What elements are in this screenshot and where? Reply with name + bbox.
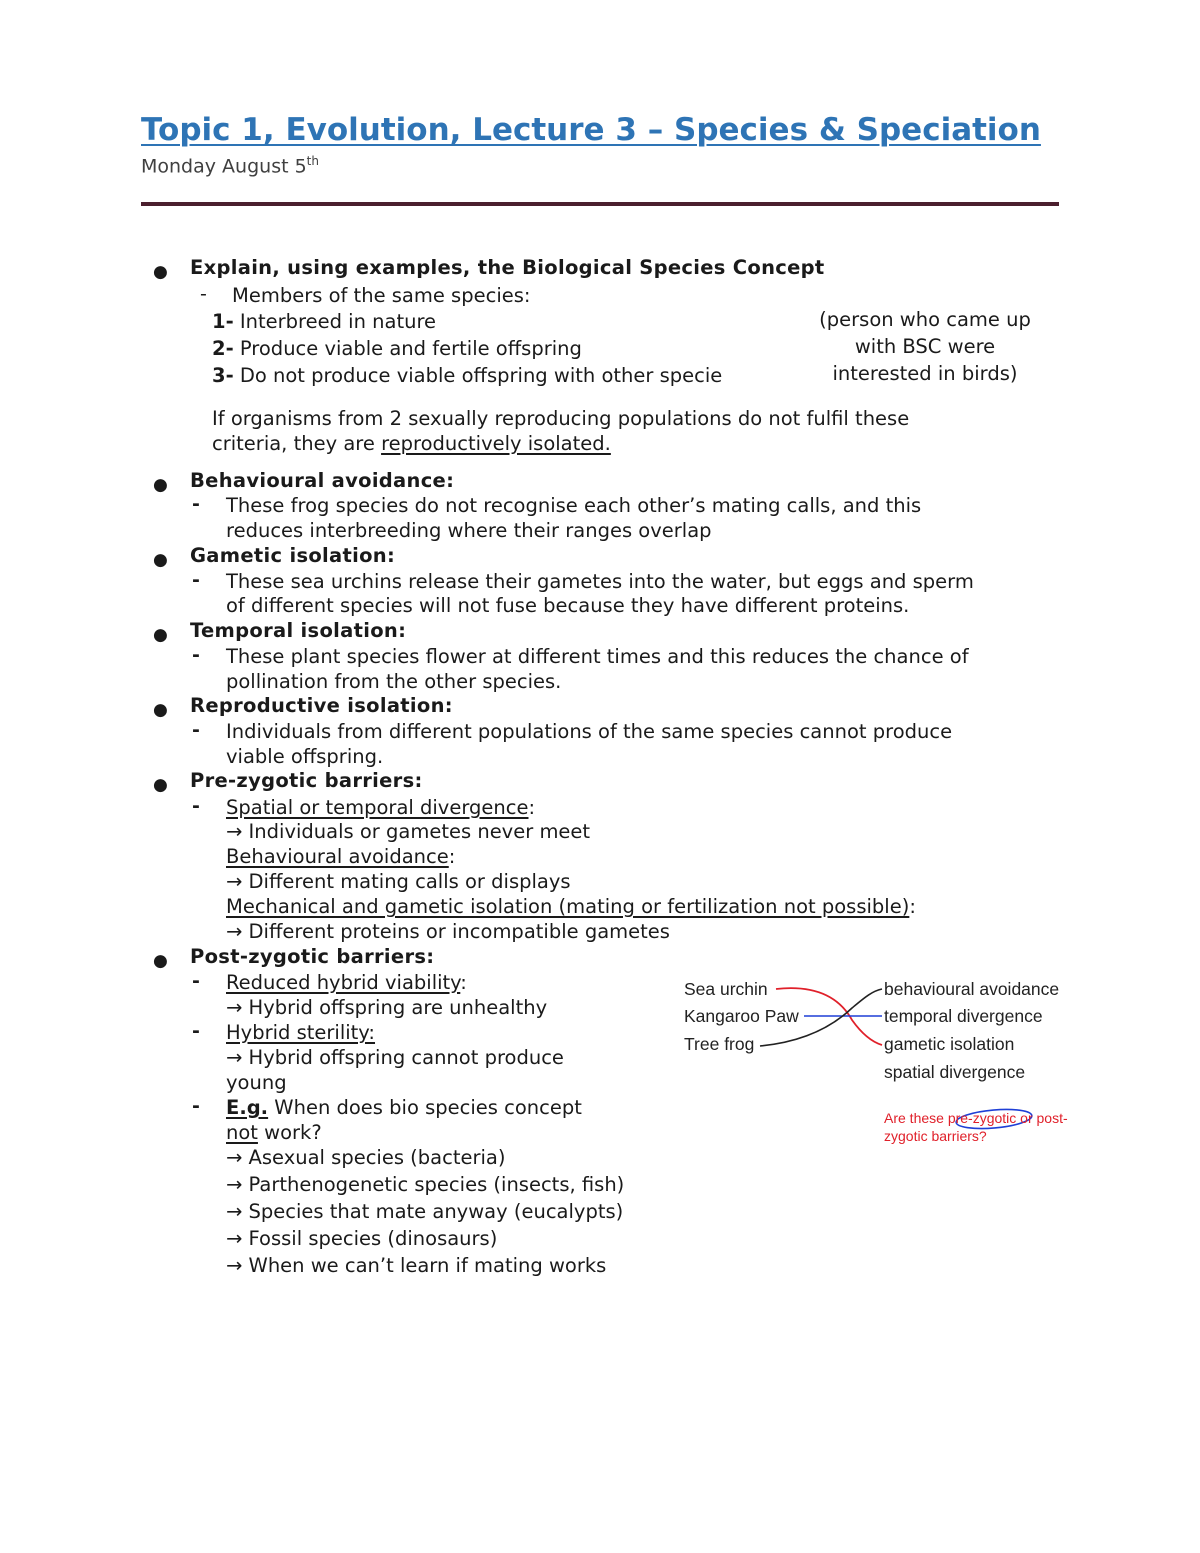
reproductive-text-1: Individuals from different populations of the same species cannot produce xyxy=(226,720,953,743)
eg-not-term: not xyxy=(226,1121,258,1144)
eg-text: work? xyxy=(257,1121,322,1144)
item-text: Do not produce viable offspring with other specie xyxy=(239,364,723,387)
temporal-heading: Temporal isolation: xyxy=(190,619,407,642)
bullet-icon: ● xyxy=(153,550,168,570)
figure-right-label: gametic isolation xyxy=(884,1034,1015,1054)
bullet-icon: ● xyxy=(153,775,168,795)
bsc-item-2 xyxy=(212,337,582,361)
postzygotic-a-text: → Hybrid offspring are unhealthy xyxy=(226,996,548,1019)
answer-item: → When we can’t learn if mating works xyxy=(226,1254,607,1277)
dash-icon: - xyxy=(192,970,200,992)
postzygotic-a-title: Reduced hybrid viability: xyxy=(226,971,467,994)
item-text: Produce viable and fertile offspring xyxy=(239,337,582,360)
prezygotic-b-title: Behavioural avoidance: xyxy=(226,845,456,868)
answer-item: → Fossil species (dinosaurs) xyxy=(226,1227,498,1250)
reproductive-text-2: viable offspring. xyxy=(226,745,384,768)
bsc-item-3 xyxy=(212,364,722,388)
date-suffix: th xyxy=(306,154,319,168)
answer-item: → Asexual species (bacteria) xyxy=(226,1146,506,1169)
side-note-line: (person who came up xyxy=(819,308,1031,331)
answer-item: → Parthenogenetic species (insects, fish) xyxy=(226,1173,625,1196)
figure-right-label: behavioural avoidance xyxy=(884,979,1060,999)
side-note xyxy=(790,306,1060,387)
prezygotic-a-title: Spatial or temporal divergence: xyxy=(226,796,536,819)
prezygotic-c-title: Mechanical and gametic isolation (mating or fertilization not possible): xyxy=(226,895,916,918)
bullet-icon: ● xyxy=(153,951,168,971)
bullet-icon: ● xyxy=(153,625,168,645)
eg-question-1 xyxy=(226,1096,582,1120)
temporal-text-1: These plant species flower at different times and this reduces the chance of xyxy=(226,645,969,668)
criteria-line-1: If organisms from 2 sexually reproducing populations do not fulfil these xyxy=(212,407,910,430)
date-line xyxy=(141,154,319,177)
side-note-line: interested in birds) xyxy=(832,362,1018,385)
mechanical-gametic-term: Mechanical and gametic isolation (mating or fertilization not possible) xyxy=(226,895,910,918)
hybrid-sterility-term: Hybrid sterility: xyxy=(226,1021,376,1044)
prezygotic-c-text: → Different proteins or incompatible gametes xyxy=(226,920,670,943)
prezygotic-heading: Pre-zygotic barriers: xyxy=(190,769,423,792)
behavioural-heading: Behavioural avoidance: xyxy=(190,469,455,492)
reproductively-isolated-term: reproductively isolated. xyxy=(381,432,611,455)
gametic-text-1: These sea urchins release their gametes into the water, but eggs and sperm xyxy=(226,570,974,593)
bullet-icon: ● xyxy=(153,262,168,282)
bsc-item-1 xyxy=(212,310,436,334)
page-title: Topic 1, Evolution, Lecture 3 – Species & Speciation xyxy=(141,112,1041,148)
spatial-temporal-divergence-term: Spatial or temporal divergence xyxy=(226,796,529,819)
bullet-icon: ● xyxy=(153,475,168,495)
postzygotic-b-text-1: → Hybrid offspring cannot produce xyxy=(226,1046,564,1069)
bsc-intro: Members of the same species: xyxy=(232,284,531,307)
date-text: Monday August 5 xyxy=(141,155,307,178)
answer-item: → Species that mate anyway (eucalypts) xyxy=(226,1200,624,1223)
prezygotic-a-text: → Individuals or gametes never meet xyxy=(226,820,591,843)
dash-icon: - xyxy=(192,493,200,515)
dash-icon: - xyxy=(200,283,207,305)
item-number: 3- xyxy=(212,364,234,387)
gametic-heading: Gametic isolation: xyxy=(190,544,396,567)
header-divider xyxy=(141,202,1059,206)
figure-left-label: Kangaroo Paw xyxy=(684,1006,799,1026)
dash-icon: - xyxy=(192,795,200,817)
eg-question-2 xyxy=(226,1121,322,1145)
dash-icon: - xyxy=(192,1095,200,1117)
figure-question-1: Are these pre-zygotic or post- xyxy=(884,1110,1068,1126)
side-note-line: with BSC were xyxy=(854,335,996,358)
figure-right-label: spatial divergence xyxy=(884,1062,1026,1082)
criteria-text: criteria, they are xyxy=(212,432,382,455)
bsc-heading: Explain, using examples, the Biological Species Concept xyxy=(190,256,825,279)
postzygotic-b-text-2: young xyxy=(226,1071,287,1094)
reproductive-heading: Reproductive isolation: xyxy=(190,694,453,717)
dash-icon: - xyxy=(192,1020,200,1042)
criteria-line-2 xyxy=(212,432,611,456)
item-text: Interbreed in nature xyxy=(239,310,437,333)
eg-text: When does bio species concept xyxy=(268,1096,582,1119)
dash-icon: - xyxy=(192,644,200,666)
figure-left-label: Sea urchin xyxy=(684,979,768,999)
behavioural-text-1: These frog species do not recognise each other’s mating calls, and this xyxy=(226,494,922,517)
dash-icon: - xyxy=(192,569,200,591)
behavioural-text-2: reduces interbreeding where their ranges overlap xyxy=(226,519,712,542)
behavioural-avoidance-term: Behavioural avoidance xyxy=(226,845,449,868)
postzygotic-b-title xyxy=(226,1021,375,1045)
temporal-text-2: pollination from the other species. xyxy=(226,670,562,693)
prezygotic-b-text: → Different mating calls or displays xyxy=(226,870,571,893)
matching-figure xyxy=(672,972,1092,1152)
figure-question-2: zygotic barriers? xyxy=(884,1128,987,1144)
figure-left-label: Tree frog xyxy=(684,1034,755,1054)
eg-label: E.g. xyxy=(226,1096,269,1119)
figure-right-label: temporal divergence xyxy=(884,1006,1043,1026)
postzygotic-heading: Post-zygotic barriers: xyxy=(190,945,435,968)
reduced-hybrid-viability-term: Reduced hybrid viability xyxy=(226,971,461,994)
item-number: 2- xyxy=(212,337,234,360)
dash-icon: - xyxy=(192,719,200,741)
bullet-icon: ● xyxy=(153,700,168,720)
gametic-text-2: of different species will not fuse because they have different proteins. xyxy=(226,594,910,617)
item-number: 1- xyxy=(212,310,234,333)
